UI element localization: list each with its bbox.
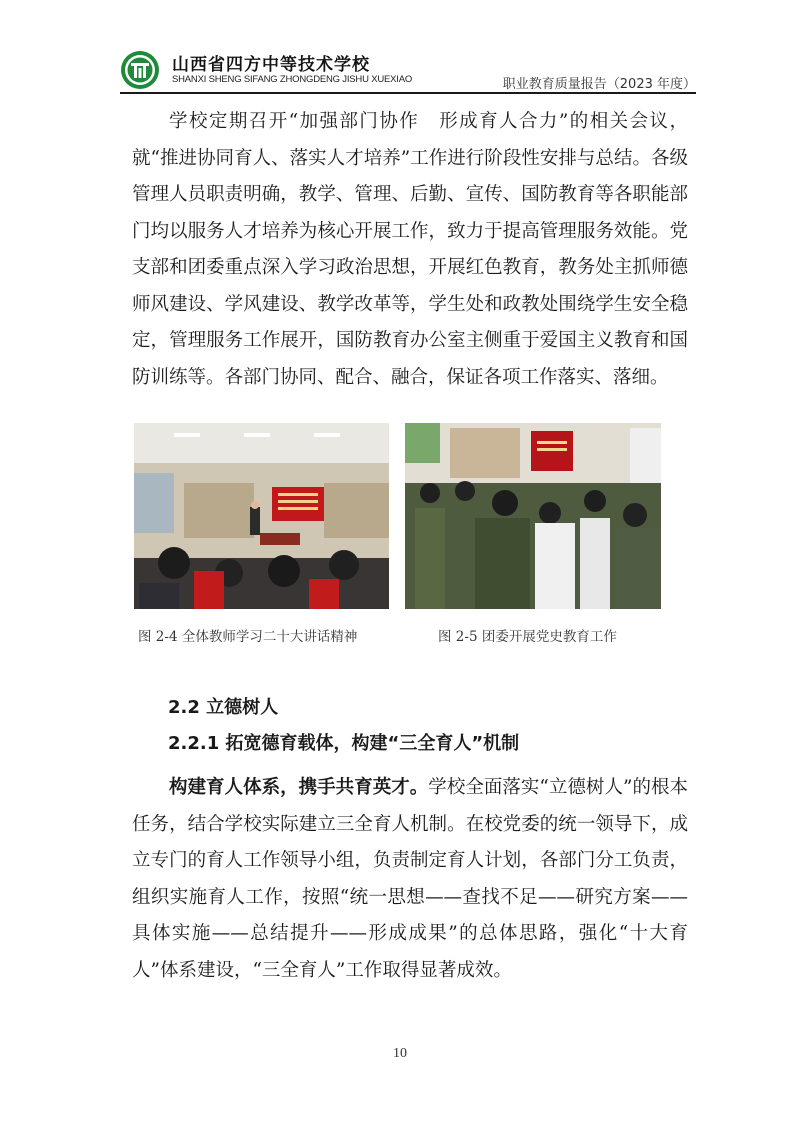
- school-logo-icon: [120, 50, 160, 90]
- figure-2-4-caption: 图 2-4 全体教师学习二十大讲话精神: [138, 629, 358, 645]
- paragraph-2-lead: 构建育人体系，携手共育英才。: [169, 777, 429, 798]
- figure-2-5-caption: 图 2-5 团委开展党史教育工作: [438, 629, 617, 645]
- page-number: 10: [393, 1046, 407, 1061]
- figure-2-4-photo: [134, 423, 389, 609]
- body-paragraph-2: [132, 770, 688, 989]
- school-name-en: SHANXI SHENG SIFANG ZHONGDENG JISHU XUEXIAO: [172, 74, 413, 85]
- school-name-cn: 山西省四方中等技术学校: [172, 55, 370, 75]
- body-paragraph-1: [132, 104, 688, 396]
- paragraph-2-block: [132, 770, 688, 989]
- page-header: [120, 48, 696, 94]
- subsection-heading: 2.2.1 拓宽德育载体，构建“三全育人”机制: [168, 733, 520, 754]
- report-title: 职业教育质量报告（2023 年度）: [502, 77, 696, 92]
- section-heading: 2.2 立德树人: [168, 697, 279, 718]
- header-divider: [120, 92, 696, 94]
- paragraph-2-text: 学校全面落实“立德树人”的根本任务，结合学校实际建立三全育人机制。在校党委的统一领导下，成立专门的育人工作领导小组，负责制定育人计划，各部门分工负责，组织实施育人工作，按照“统一思想——查找不足——研究方案——具体实施——总结提升——形成成果”的总体思路，强化“十大育人”体系建设，“三全育人”工作取得显著成效。: [132, 777, 688, 981]
- figure-2-5-photo: [405, 423, 661, 609]
- paragraph-1-text: 学校定期召开“加强部门协作 形成育人合力”的相关会议，就“推进协同育人、落实人才培养”工作进行阶段性安排与总结。各级管理人员职责明确，教学、管理、后勤、宣传、国防教育等各职能部门均以服务人才培养为核心开展工作，致力于提高管理服务效能。党支部和团委重点深入学习政治思想，开展红色教育，教务处主抓师德师风建设、学风建设、教学改革等，学生处和政教处围绕学生安全稳定，管理服务工作展开，国防教育办公室主侧重于爱国主义教育和国防训练等。各部门协同、配合、融合，保证各项工作落实、落细。: [132, 111, 688, 388]
